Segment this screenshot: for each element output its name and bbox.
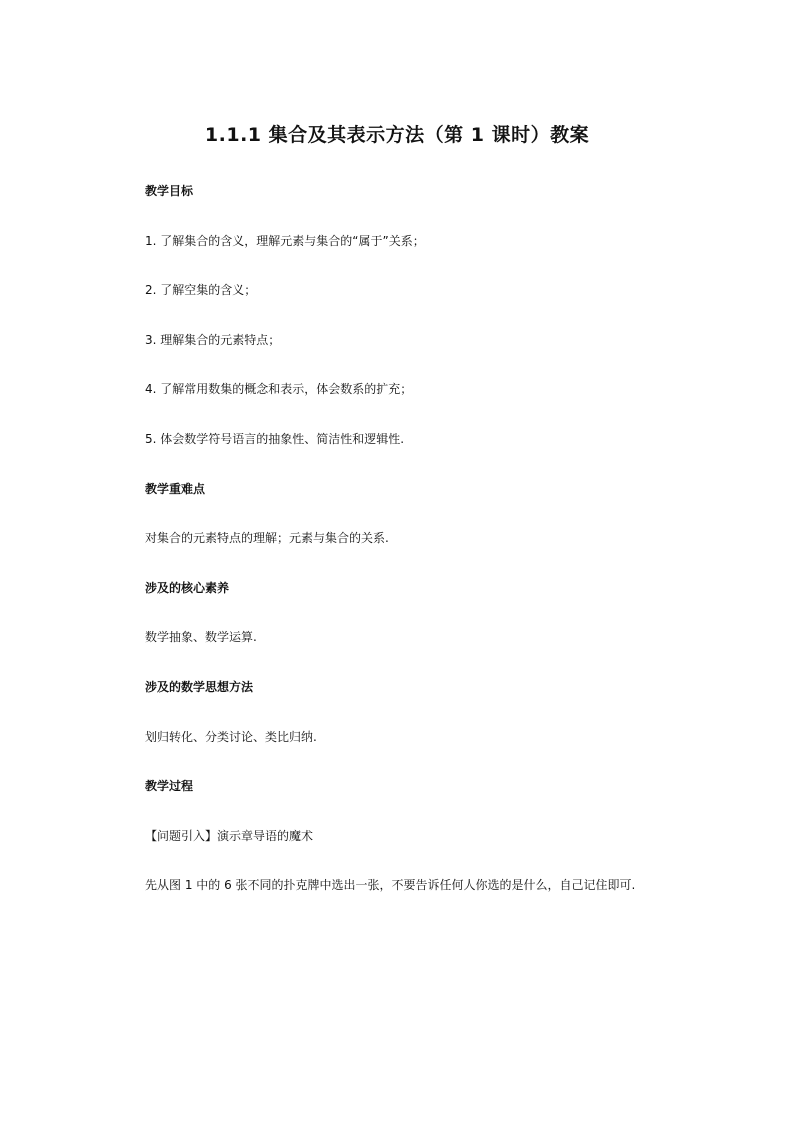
- methods-text: 划归转化、分类讨论、类比归纳.: [145, 730, 317, 744]
- goal-item-2: 2. 了解空集的含义；: [145, 283, 257, 297]
- section-heading-key-points: 教学重难点: [145, 482, 206, 496]
- document-title: 1.1.1 集合及其表示方法（第 1 课时）教案: [204, 124, 590, 146]
- goal-item-5: 5. 体会数学符号语言的抽象性、简洁性和逻辑性.: [145, 432, 405, 446]
- key-points-text: 对集合的元素特点的理解；元素与集合的关系.: [145, 531, 389, 545]
- goal-item-3: 3. 理解集合的元素特点；: [145, 333, 281, 347]
- literacy-text: 数学抽象、数学运算.: [145, 630, 257, 644]
- section-heading-methods: 涉及的数学思想方法: [145, 680, 254, 694]
- section-heading-process: 教学过程: [145, 779, 194, 793]
- process-intro: 【问题引入】演示章导语的魔术: [145, 829, 314, 843]
- section-heading-literacy: 涉及的核心素养: [145, 581, 230, 595]
- section-heading-goals: 教学目标: [145, 184, 194, 198]
- goal-item-1: 1. 了解集合的含义，理解元素与集合的“属于”关系；: [145, 234, 425, 248]
- goal-item-4: 4. 了解常用数集的概念和表示，体会数系的扩充；: [145, 382, 413, 396]
- process-text: 先从图 1 中的 6 张不同的扑克牌中选出一张，不要告诉任何人你选的是什么，自己记住即可.: [145, 878, 636, 892]
